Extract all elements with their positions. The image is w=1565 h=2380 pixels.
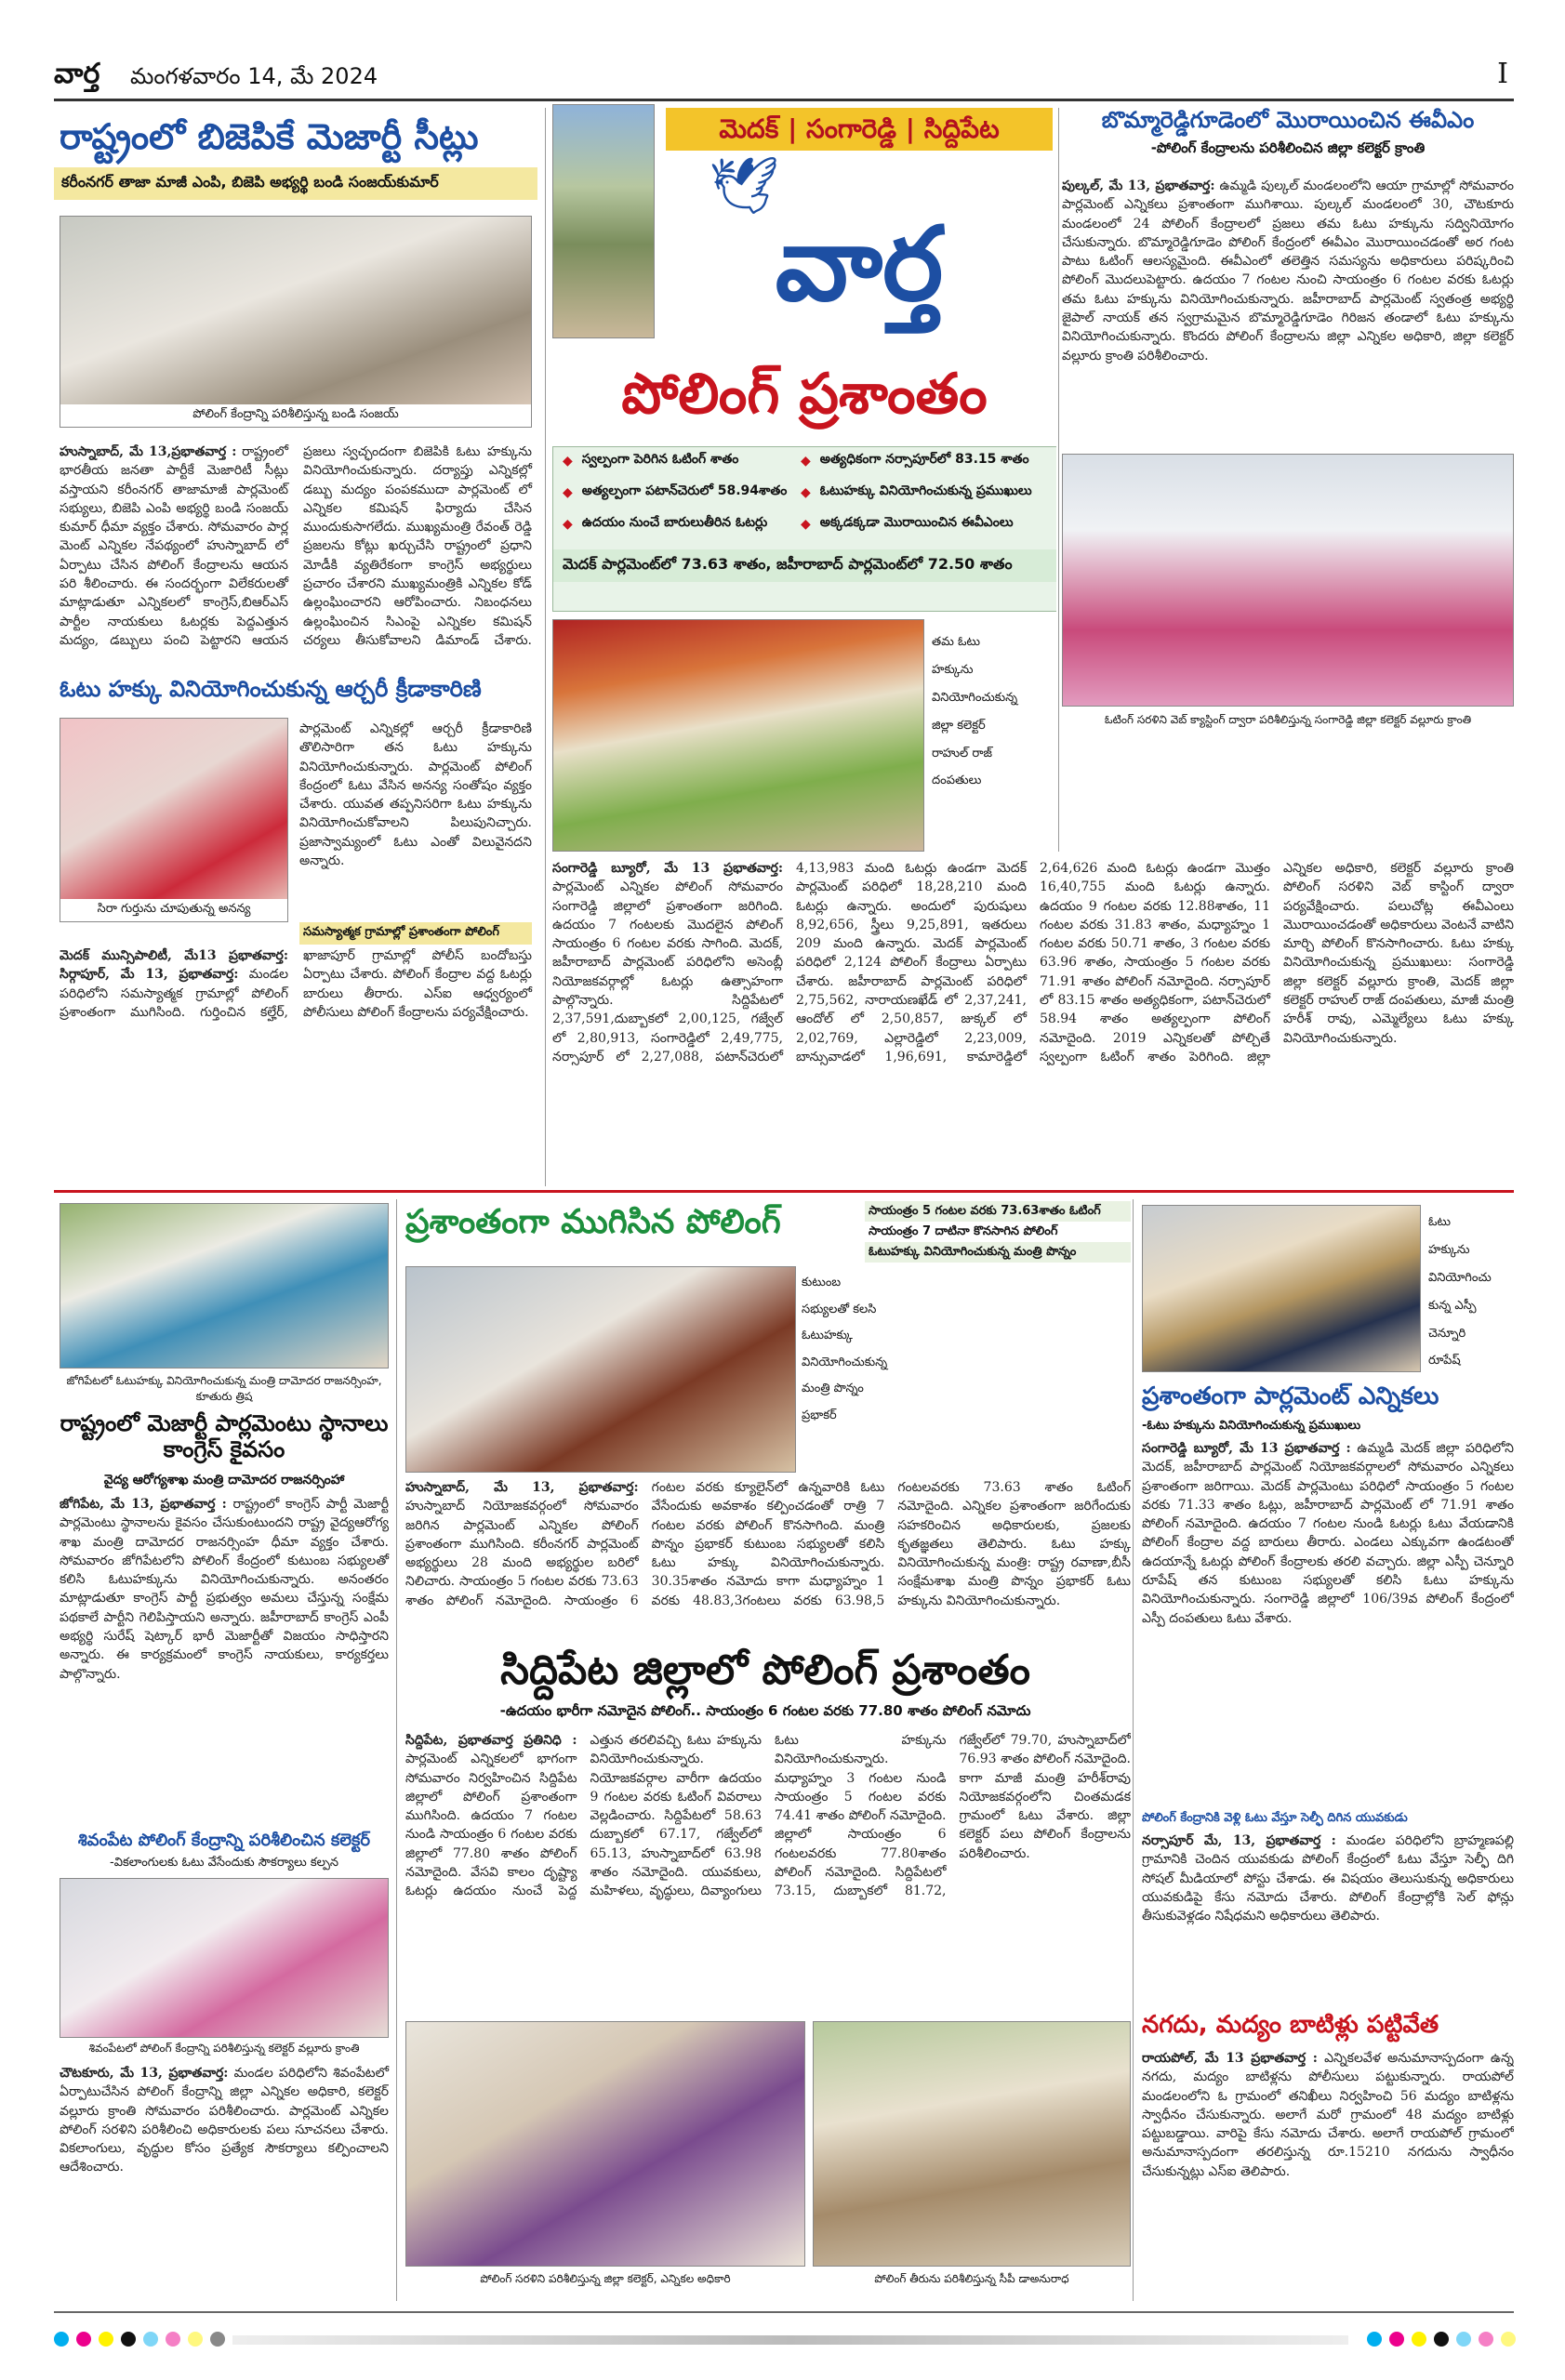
story-parliament-body — [1142, 1439, 1514, 1802]
story-prashantanga-photo — [405, 1266, 796, 1473]
story-parliament-sub-body — [1142, 1831, 1514, 2003]
story-prashantanga-text: హుస్నాబాద్ నియోజకవర్గంలో సోమవారం జరిగిన పార్లమెంట్ ఎన్నికల పోలింగ్ ప్రశాంతంగా ముగిసింది. కరీంనగర్ పార్లమెంట్ అభ్యర్థులు 28 మంది అభ్యర్థుల బరిలో నిలిచారు. సాయంత్రం 5 గంటల వరకు 73.63 శాతం పోలింగ్ నమోదైంది. సాయంత్రం 6 గంటల వరకు క్యూలైన్‌లో ఉన్నవారికి ఓటు వేసేందుకు అవకాశం కల్పించడంతో రాత్రి 7 గంటల వరకు పోలింగ్ కొనసాగింది. మంత్రి పొన్నం ప్రభాకర్ కుటుంబ సభ్యులతో కలిసి ఓటు హక్కు వినియోగించుకున్నారు. 30.35శాతం నమోదు కాగా మధ్యాహ్నం 1 వరకు 48.83,3గంటలు వరకు 63.98,5 గంటలవరకు 73.63 శాతం ఓటింగ్ నమోదైంది. ఎన్నికల ప్రశాంతంగా జరిగేందుకు సహకరించిన అధికారులకు, ప్రజలకు కృతజ్ఞతలు తెలిపారు. ఓటు హక్కు వినియోగించుకున్న మంత్రి: రాష్ట్ర రవాణా,బీసీ సంక్షేమశాఖ మంత్రి పొన్నం ప్రభాకర్ ఓటు హక్కును వినియోగించుకున్నారు. — [405, 1480, 1131, 1608]
story-archery-sub-text: మండల పరిధిలోని సమస్యాత్మక గ్రామాల్లో పోలింగ్ ప్రశాంతంగా ముగిసింది. గుర్తించిన కల్హేర్, ఖాజాపూర్ గ్రామాల్లో పోలీస్ బందోబస్తు ఏర్పాటు చేశారు. పోలింగ్ కేంద్రాల వద్ద ఓటర్లు బారులు తీరారు. ఎస్ఐ ఆధ్వర్యంలో పోలీసులు పోలింగ్ కేంద్రాలను పర్యవేక్షించారు. — [60, 948, 532, 1020]
story-cash-body — [1142, 2049, 1514, 2300]
color-dot-icon — [1389, 2332, 1404, 2347]
masthead-date: మంగళవారం 14, మే 2024 — [130, 63, 378, 89]
story-majority-body — [60, 1495, 389, 1820]
edition-box — [552, 104, 1056, 346]
story-poling-side-caption: తమ ఓటు హక్కును వినియోగించుకున్న జిల్లా కలెక్టర్ రాహుల్ రాజ్ దంపతులు — [932, 635, 1018, 788]
story-prashantanga — [400, 1197, 1131, 1636]
story-parliament-dateline: సంగారెడ్డి బ్యూరో, మే 13 ప్రభాతవార్త : — [1142, 1441, 1351, 1456]
story-majority-sub-dateline: చౌటకూరు, మే 13, ప్రభాతవార్త: — [60, 2066, 229, 2081]
story-poling-dateline: సంగారెడ్డి బ్యూరో, మే 13 ప్రభాతవార్త: — [552, 861, 783, 876]
column-rule — [545, 108, 546, 1186]
diamond-icon: ◆ — [801, 484, 811, 500]
story-parliament-subhead: -ఓటు హక్కును వినియోగించుకున్న ప్రముఖులు — [1142, 1419, 1361, 1433]
story-parliament-sub-dateline: నర్సాపూర్ మే, 13, ప్రభాతవార్త : — [1142, 1833, 1336, 1848]
dove-icon: 🕊 — [709, 153, 780, 218]
color-registration-bar-left — [54, 2332, 225, 2347]
story-archery-photo — [60, 718, 288, 922]
story-majority-dateline: జోగిపేట, మే 13, ప్రభాతవార్త : — [60, 1497, 227, 1512]
story-majority-sub-subhead: -వికలాంగులకు ఓటు వేసేందుకు సౌకర్యాలు కల్పన — [110, 1856, 338, 1870]
color-dot-icon — [99, 2332, 113, 2347]
story-prashantanga-dateline: హుస్నాబాద్, మే 13, ప్రభాతవార్త: — [405, 1480, 639, 1495]
story-poling-bullet: ◆ అత్యల్పంగా పటాన్‌చెరులో 58.94శాతం — [563, 483, 788, 500]
story-poling-body — [552, 859, 1514, 1184]
column-rule — [1058, 108, 1059, 852]
story-bommareddi-dateline: పుల్కల్, మే 13, ప్రభాతవార్త: — [1062, 178, 1215, 193]
diamond-icon: ◆ — [563, 484, 573, 500]
story-prashantanga-kickers — [865, 1201, 1131, 1263]
story-siddipet-text: పార్లమెంట్ ఎన్నికలలో భాగంగా సోమవారం నిర్వహించిన సిద్దిపేట జిల్లాలో పోలింగ్ ప్రశాంతంగా ముగిసింది. ఉదయం 7 గంటల నుండి సాయంత్రం 6 గంటల వరకు జిల్లాలో 77.80 శాతం పోలింగ్ నమోదైంది. వేసవి కాలం దృష్ట్యా ఓటర్లు ఉదయం నుంచే పెద్ద ఎత్తున తరలివచ్చి ఓటు హక్కును వినియోగించుకున్నారు. నియోజకవర్గాల వారీగా ఉదయం 9 గంటల వరకు ఓటింగ్ వివరాలు వెల్లడించారు. సిద్దిపేటలో 58.63 దుబ్బాకలో 67.17, గజ్వేల్‌లో 65.13, హుస్నాబాద్‌లో 63.98 శాతం నమోదైంది. యువకులు, మహిళలు, వృద్ధులు, దివ్యాంగులు ఓటు హక్కును వినియోగించుకున్నారు. మధ్యాహ్నం 3 గంటల నుండి సాయంత్రం 5 గంటల వరకు 74.41 శాతం పోలింగ్ నమోదైంది. జిల్లాలో సాయంత్రం 6 గంటలవరకు 77.80శాతం పోలింగ్ నమోదైంది. సిద్దిపేటలో 73.15, దుబ్బాకలో 81.72, గజ్వేల్‌లో 79.70, హుస్నాబాద్‌లో 76.93 శాతం పోలింగ్ నమోదైంది. కాగా మాజీ మంత్రి హరీశ్‌రావు నియోజకవర్గంలోని చింతమడక గ్రామంలో ఓటు వేశారు. జిల్లా కలెక్టర్ పలు పోలింగ్ కేంద్రాలను పరిశీలించారు. — [405, 1733, 1131, 1899]
diamond-icon: ◆ — [563, 453, 573, 469]
story-poling-bullet: ◆ ఉదయం నుంచే బారులుతీరిన ఓటర్లు — [563, 515, 768, 532]
story-archery — [54, 671, 537, 1183]
story-poling-bullet: ◆ స్వల్పంగా పెరిగిన ఓటింగ్ శాతం — [563, 452, 739, 469]
story-prashantanga-headline: ప్రశాంతంగా ముగిసిన పోలింగ్ — [405, 1203, 781, 1241]
masthead-paper-name: వార్త — [54, 58, 100, 90]
story-bjp-subhead: కరీంనగర్ తాజా మాజీ ఎంపి, బిజెపి అభ్యర్థి బండి సంజయ్‌కుమార్ — [54, 167, 537, 200]
story-bommareddi — [1062, 104, 1514, 855]
story-majority-headline: రాష్ట్రంలో మెజార్టీ పార్లమెంటు స్థానాలు కాంగ్రెస్ కైవసం — [60, 1410, 389, 1462]
story-archery-sub-dateline: సిర్గాపూర్, మే 13, ప్రభాతవార్త: — [60, 967, 239, 983]
story-majority-text: రాష్ట్రంలో కాంగ్రెస్ పార్టీ మెజార్టీ పార్లమెంటు స్థానాలను కైవసం చేసుకుంటుందని రాష్ట్ర వైద్యఆరోగ్య శాఖ మంత్రి దామోదర రాజనర్సింహ ధీమా వ్యక్తం చేశారు. సోమవారం జోగిపేటలోని పోలింగ్ కేంద్రంలో కుటుంబ సభ్యులతో కలిసి ఓటుహక్కును వినియోగించుకున్నారు. అనంతరం మాట్లాడుతూ కాంగ్రెస్ పార్టీ ప్రభుత్వం అమలు చేస్తున్న సంక్షేమ పథకాలే పార్టీని గెలిపిస్తాయని అన్నారు. జహీరాబాద్ కాంగ్రెస్ ఎంపీ అభ్యర్థి సురేష్ షెట్కార్ భారీ మెజార్టీతో విజయం సాధిస్తారని అన్నారు. ఈ కార్యక్రమంలో కాంగ్రెస్ నాయకులు, కార్యకర్తలు పాల్గొన్నారు. — [60, 1497, 390, 1682]
diamond-icon: ◆ — [801, 453, 811, 469]
color-dot-icon — [188, 2332, 203, 2347]
story-archery-photo-caption: సిరా గుర్తును చూపుతున్న అనన్య — [60, 899, 287, 921]
masthead-rule — [54, 99, 1514, 101]
color-dot-icon — [1456, 2332, 1471, 2347]
story-majority-sub-text: మండల పరిధిలోని శివంపేటలో ఏర్పాటుచేసిన పోలింగ్ కేంద్రాన్ని జిల్లా ఎన్నికల అధికారి, కలెక్టర్ వల్లూరు క్రాంతి సోమవారం పరిశీలించారు. పార్లమెంట్ ఎన్నికల పోలింగ్ సరళిని పరిశీలించి అధికారులకు పలు సూచనలు చేశారు. వికలాంగులు, వృద్ధుల కోసం ప్రత్యేక సౌకర్యాలు కల్పించాలని ఆదేశించారు. — [60, 2066, 390, 2175]
story-cash-dateline: రాయపోల్, మే 13 ప్రభాతవార్త : — [1142, 2051, 1318, 2066]
registration-gray-bar — [232, 2335, 1348, 2345]
story-bommareddi-photo-caption: ఓటింగ్ సరళిని వెబ్ క్యాస్టింగ్ ద్వారా పరిశీలిస్తున్న సంగారెడ్డి జిల్లా కలెక్టర్ వల్లూరు క్రాంతి — [1062, 710, 1514, 732]
story-poling-bullet: ◆ అత్యధికంగా నర్సాపూర్‌లో 83.15 శాతం — [801, 452, 1029, 469]
story-archery-body-right — [299, 720, 532, 917]
story-bjp-dateline: హుస్నాబాద్, మే 13,ప్రభాతవార్త : — [60, 444, 237, 459]
story-cash — [1136, 2004, 1514, 2304]
story-poling-text: పార్లమెంట్ ఎన్నికల పోలింగ్ సోమవారం సంగారెడ్డి జిల్లాలో ప్రశాంతంగా జరిగింది. ఉదయం 7 గంటలకు మొదలైన పోలింగ్ సాయంత్రం 6 గంటల వరకు సాగింది. మెదక్, జహీరాబాద్ పార్లమెంట్ పరిధిలోని అసెంబ్లీ నియోజకవర్గాల్లో ఓటర్లు ఉత్సాహంగా పాల్గొన్నారు. సిద్దిపేటలో 2,37,591,దుబ్బాకలో 2,00,125, గజ్వేల్ లో 2,80,913, సంగారెడ్డిలో 2,49,775, నర్సాపూర్ లో 2,27,088, పటాన్‌చెరులో 4,13,983 మంది ఓటర్లు ఉండగా మెదక్ పార్లమెంట్ పరిధిలో 18,28,210 మంది ఓటర్లు ఉన్నారు. అందులో పురుషులు 8,92,656, స్త్రీలు 9,25,891, ఇతరులు 209 మంది ఉన్నారు. మెదక్ పార్లమెంట్ పరిధిలో 2,124 పోలింగ్ కేంద్రాలు ఏర్పాటు చేశారు. జహీరాబాద్ పార్లమెంట్ పరిధిలో 2,75,562, నారాయణఖేడ్ లో 2,37,241, ఆందోల్ లో 2,50,857, జుక్కల్ లో 2,02,769, ఎల్లారెడ్డిలో 2,23,009, బాన్సువాడలో 1,96,691, కామారెడ్డిలో 2,64,626 మంది ఓటర్లు ఉండగా మొత్తం 16,40,755 మంది ఓటర్లు ఉన్నారు. ఉదయం 9 గంటల వరకు 12.88శాతం, 11 గంటల వరకు 31.83 శాతం, మధ్యాహ్నం 1 గంటల వరకు 50.71 శాతం, 3 గంటల వరకు 63.96 శాతం, సాయంత్రం 5 గంటల వరకు 71.91 శాతం పోలింగ్ నమోదైంది. నర్సాపూర్ లో 83.15 శాతం అత్యధికంగా, పటాన్‌చెరులో 58.94 శాతం అత్యల్పంగా పోలింగ్ నమోదైంది. 2019 ఎన్నికలతో పోల్చితే స్వల్పంగా ఓటింగ్ శాతం పెరిగింది. జిల్లా ఎన్నికల అధికారి, కలెక్టర్ వల్లూరు క్రాంతి పోలింగ్ సరళిని వెబ్ కాస్టింగ్ ద్వారా పర్యవేక్షించారు. పలుచోట్ల ఈవీఎంలు మొరాయించడంతో అధికారులు వెంటనే వాటిని మార్చి పోలింగ్ కొనసాగించారు. ఓటు హక్కు వినియోగించుకున్న ప్రముఖులు: సంగారెడ్డి జిల్లా కలెక్టర్ వల్లూరు క్రాంతి, మెదక్ జిల్లా కలెక్టర్ రాహుల్ రాజ్ దంపతులు, మాజీ మంత్రి హరీశ్ రావు, ఎమ్మెల్యేలు ఓటు హక్కు వినియోగించుకున్నారు. — [552, 861, 1514, 1064]
story-prashantanga-kicker: సాయంత్రం 5 గంటల వరకు 73.63శాతం ఓటింగ్ — [865, 1201, 1131, 1222]
story-bommareddi-photo — [1062, 454, 1514, 707]
color-dot-icon — [121, 2332, 136, 2347]
story-bommareddi-subhead: -పోలింగ్ కేంద్రాలను పరిశీలించిన జిల్లా కలెక్టర్ క్రాంతి — [1150, 139, 1426, 156]
story-bjp-photo-caption: పోలింగ్ కేంద్రాన్ని పరిశీలిస్తున్న బండి సంజయ్ — [60, 404, 531, 427]
story-majority-subhead: వైద్య ఆరోగ్యశాఖ మంత్రి దామోదర రాజనర్సింహా — [103, 1473, 345, 1488]
story-siddipet — [400, 1642, 1131, 2304]
page-number: I — [1497, 58, 1508, 90]
story-majority — [54, 1197, 394, 2304]
story-majority-photo2-caption: శివంపేటలో పోలింగ్ కేంద్రాన్ని పరిశీలిస్తున్న కలెక్టర్ వల్లూరు క్రాంతి — [60, 2042, 389, 2057]
edition-collage — [552, 104, 655, 338]
column-rule — [396, 1199, 397, 2301]
story-majority-sub-headline: శివంపేట పోలింగ్ కేంద్రాన్ని పరిశీలించిన కలెక్టర్ — [77, 1831, 371, 1850]
edition-logo — [666, 153, 1053, 338]
story-parliament-text: ఉమ్మడి మెదక్ జిల్లా పరిధిలోని మెదక్, జహీరాబాద్ పార్లమెంట్ నియోజకవర్గాలలో సోమవారం ఎన్నికలు ప్రశాంతంగా జరిగాయి. మెదక్ పార్లమెంటు పరిధిలో సాయంత్రం 5 గంటల వరకు 71.33 శాతం ఓట్లు, జహీరాబాద్ పార్లమెంట్ లో 71.91 శాతం పోలింగ్ నమోదైంది. ఉదయం 7 గంటల నుండి ఓటర్లు ఓటు వేయడానికి పోలింగ్ కేంద్రాల వద్ద బారులు తీరారు. ఎండలు ఎక్కువగా ఉండటంతో ఉదయాన్నే ఓటర్లు పోలింగ్ కేంద్రాలకు తరలి వచ్చారు. జిల్లా ఎస్పీ చెన్నూరి రూపేష్ తన కుటుంబ సభ్యులతో కలిసి ఓటు హక్కును వినియోగించుకున్నారు. సంగారెడ్డి జిల్లాలో 106/39వ పోలింగ్ కేంద్రంలో ఎస్పీ దంపతులు ఓటు వేశారు. — [1142, 1441, 1514, 1626]
diamond-icon: ◆ — [801, 516, 811, 532]
story-archery-body — [60, 946, 532, 1179]
story-parliament-sub-text: మండల పరిధిలోని బ్రాహ్మణపల్లి గ్రామానికి చెందిన యువకుడు పోలింగ్ కేంద్రంలో ఓటు వేస్తూ సెల్ఫీ దిగి సోషల్ మీడియాలో పోస్టు చేశాడు. ఈ విషయం తెలుసుకున్న అధికారులు యువకుడిపై కేసు నమోదు చేశారు. పోలింగ్ కేంద్రాల్లోకి సెల్ ఫోన్లు తీసుకువెళ్లడం నిషేధమని అధికారులు తెలిపారు. — [1142, 1833, 1514, 1924]
story-siddipet-photo2-caption: పోలింగ్ తీరును పరిశీలిస్తున్న సీపీ డాఅనురాధ — [813, 2272, 1131, 2288]
story-poling-bullet: ◆ అక్కడక్కడా మొరాయించిన ఈవీఎంలు — [801, 515, 1014, 532]
color-dot-icon — [210, 2332, 225, 2347]
story-archery-dateline: మెదక్ మున్సిపాలిటీ, మే13 ప్రభాతవార్త: — [60, 948, 288, 963]
color-dot-icon — [1479, 2332, 1493, 2347]
story-cash-headline: నగదు, మద్యం బాటిళ్లు పట్టివేత — [1142, 2011, 1439, 2039]
story-siddipet-photo1 — [405, 2021, 805, 2267]
story-parliament-headline: ప్రశాంతంగా పార్లమెంట్ ఎన్నికలు — [1142, 1382, 1439, 1410]
story-bjp-headline: రాష్ట్రంలో బిజెపికే మెజార్టీ సీట్లు — [60, 116, 479, 157]
story-parliament-sub-headline: పోలింగ్ కేంద్రానికి వెళ్లి ఓటు వేస్తూ సెల్ఫీ దిగిన యువకుడు — [1142, 1811, 1408, 1825]
story-archery-text: పార్లమెంట్ ఎన్నికల్లో ఆర్చరీ క్రీడాకారిణి తొలిసారిగా తన ఓటు హక్కును వినియోగించుకున్నారు. పార్లమెంట్ పోలింగ్ కేంద్రంలో ఓటు వేసిన అనన్య సంతోషం వ్యక్తం చేశారు. యువత తప్పనిసరిగా ఓటు హక్కును వినియోగించుకోవాలని పిలుపునిచ్చారు. ప్రజాస్వామ్యంలో ఓటు ఎంతో విలువైనదని అన్నారు. — [299, 721, 532, 869]
story-bjp — [54, 108, 537, 666]
bottom-rule — [54, 2311, 1514, 2313]
story-prashantanga-side-caption: కుటుంబ సభ్యులతో కలసి ఓటుహక్కు వినియోగించుకున్న మంత్రి పొన్నం ప్రభాకర్ — [802, 1276, 888, 1422]
column-rule — [1133, 1199, 1134, 2301]
story-siddipet-headline: సిద్దిపేట జిల్లాలో పోలింగ్ ప్రశాంతం — [500, 1646, 1030, 1694]
story-siddipet-photo1-caption: పోలింగ్ సరళిని పరిశీలిస్తున్న జిల్లా కలెక్టర్, ఎన్నికల అధికారి — [405, 2272, 805, 2288]
story-bjp-photo — [60, 216, 532, 428]
story-archery-headline: ఓటు హక్కు వినియోగించుకున్న ఆర్చరీ క్రీడాకారిణి — [60, 676, 482, 702]
diamond-icon: ◆ — [563, 516, 573, 532]
story-parliament-side-caption: ఓటు హక్కును వినియోగించు కున్న ఎస్పీ చెన్నూరి రూపేష్ — [1428, 1215, 1492, 1368]
story-bjp-text: రాష్ట్రంలో భారతీయ జనతా పార్టీకే మెజారిటీ సీట్లు వస్తాయని కరీంనగర్ తాజామాజీ పార్లమెంట్ సభ్యులు, బిజెపి ఎంపి అభ్యర్థి బండి సంజయ్ కుమార్ ధీమా వ్యక్తం చేశారు. సోమవారం పార్ల మెంట్ ఎన్నికల నేపథ్యంలో హుస్నాబాద్ లో ఏర్పాటు చేసిన పోలింగ్ కేంద్రాలను ఆయన పరి శీలించారు. ఈ సందర్భంగా విలేకరులతో మాట్లాడుతూ ఎన్నికలలో కాంగ్రెస్,బిఆర్ఎస్ పార్టీల నాయకులు ఓటర్లకు పెద్దఎత్తున మద్యం, డబ్బులు పంచి పెట్టారని ఆయన ప్రజలు స్వచ్ఛందంగా బిజెపికి ఓటు హక్కును వినియోగించుకున్నారు. దర్యాప్తు ఎన్నికల్లో డబ్బు మద్యం పంపకముదా పార్లమెంట్ లో ఎన్నికల కమిషన్ ఫిర్యాదు చేసిన ముందుకుసాగలేదు. ముఖ్యమంత్రి రేవంత్ రెడ్డి ప్రజలను కోట్లు ఖర్చుచేసి రాష్ట్రంలో ప్రధాని మోడీకి వ్యతిరేకంగా కాంగ్రెస్ అభ్యర్థులు ప్రచారం చేశారని ముఖ్యమంత్రికి ఎన్నికల కోడ్ ఉల్లంఘించారని ఆరోపించారు. నిబంధనలు ఉల్లంఘించిన సిఎంపై ఎన్నికల కమిషన్ చర్యలు తీసుకోవాలని డిమాండ్ చేశారు. — [60, 444, 532, 648]
story-bommareddi-body — [1062, 177, 1514, 446]
story-majority-photo2 — [60, 1878, 389, 2038]
story-siddipet-subhead: -ఉదయం భారీగా నమోదైన పోలింగ్.. సాయంత్రం 6 గంటల వరకు 77.80 శాతం పోలింగ్ నమోదు — [499, 1701, 1031, 1719]
story-poling-bullet: ◆ ఓటుహక్కు వినియోగించుకున్న ప్రముఖులు — [801, 483, 1032, 500]
story-prashantanga-body — [405, 1478, 1131, 1636]
story-poling-bullet-wide: మెదక్ పార్లమెంట్‌లో 73.63 శాతం, జహీరాబాద్ పార్లమెంట్‌లో 72.50 శాతం — [553, 549, 1056, 582]
story-bommareddi-text: ఉమ్మడి పుల్కల్ మండలంలోని ఆయా గ్రామాల్లో సోమవారం పార్లమెంట్ ఎన్నికలు ప్రశాంతంగా ముగిశాయి. పుల్కల్ మండలంలో 30, చౌటకూరు మండలంలో 24 పోలింగ్ కేంద్రాలలో ప్రజలు తమ ఓటు హక్కును సద్వినియోగం చేసుకున్నారు. బొమ్మారెడ్డిగూడెం పోలింగ్ కేంద్రంలో ఈవీఎం మొరాయించడంతో అర గంట పాటు ఓటింగ్ ఆలస్యమైంది. ఈవీఎంలో తలెత్తిన సమస్యను అధికారులు పరిష్కరించి పోలింగ్ మొదలుపెట్టారు. ఉదయం 7 గంటల నుంచి సాయంత్రం 6 గంటల వరకు ఓటర్లు తమ ఓటు హక్కును వినియోగించుకున్నారు. జహీరాబాద్ పార్లమెంట్ స్వతంత్ర అభ్యర్థి జైపాల్ నాయక్ తన స్వగ్రామమైన బొమ్మారెడ్డిగూడెం గిరిజన తండాలో ఓటు హక్కును వినియోగించుకున్నారు. కొందరు పోలింగ్ కేంద్రాలను జిల్లా ఎన్నికల అధికారి, జిల్లా కలెక్టర్ వల్లూరు క్రాంతి పరిశీలించారు. — [1062, 178, 1514, 364]
story-prashantanga-kicker: సాయంత్రం 7 దాటినా కొనసాగిన పోలింగ్ — [869, 1224, 1058, 1239]
story-parliament-photo — [1142, 1205, 1421, 1372]
color-dot-icon — [54, 2332, 69, 2347]
color-dot-icon — [143, 2332, 158, 2347]
color-registration-bar-right — [1367, 2332, 1516, 2347]
story-siddipet-body — [405, 1731, 1131, 2012]
color-dot-icon — [1412, 2332, 1426, 2347]
color-dot-icon — [1367, 2332, 1382, 2347]
section-divider — [54, 1190, 1514, 1193]
story-poling-photo — [552, 619, 924, 852]
story-siddipet-photo2 — [813, 2021, 1131, 2267]
story-bommareddi-headline: బొమ్మారెడ్డిగూడెంలో మొరాయించిన ఈవీఎం — [1101, 107, 1475, 133]
story-prashantanga-kicker: ఓటుహక్కు వినియోగించుకున్న మంత్రి పొన్నం — [865, 1242, 1131, 1263]
story-siddipet-dateline: సిద్దిపేట, ప్రభాతవార్త ప్రతినిధి : — [405, 1733, 577, 1748]
color-dot-icon — [1501, 2332, 1516, 2347]
story-bjp-body — [60, 443, 532, 662]
story-poling-headline: పోలింగ్ ప్రశాంతం — [621, 362, 988, 427]
story-archery-sub-headline: సమస్యాత్మక గ్రామాల్లో ప్రశాంతంగా పోలింగ్ — [299, 922, 532, 945]
story-poling-bullets — [552, 446, 1056, 612]
color-dot-icon — [1434, 2332, 1449, 2347]
edition-logo-text: వార్త — [775, 205, 944, 324]
story-majority-photo1 — [60, 1203, 389, 1368]
edition-districts: మెదక్ | సంగారెడ్డి | సిద్దిపేట — [666, 108, 1053, 151]
story-majority-photo1-caption: జోగిపేటలో ఓటుహక్కు వినియోగించుకున్న మంత్రి దామోదర రాజనర్సింహ, కూతురు త్రిష — [60, 1374, 389, 1406]
color-dot-icon — [166, 2332, 180, 2347]
masthead — [54, 54, 1514, 100]
story-majority-sub-body — [60, 2064, 389, 2300]
color-dot-icon — [76, 2332, 91, 2347]
story-cash-text: ఎన్నికలవేళ అనుమానాస్పదంగా ఉన్న నగదు, మద్యం బాటిళ్లను పోలీసులు పట్టుకున్నారు. రాయపోల్ మండలంలోని ఓ గ్రామంలో తనిఖీలు నిర్వహించి 56 మద్యం బాటిళ్లను స్వాధీనం చేసుకున్నారు. అలాగే మరో గ్రామంలో 48 మద్యం బాటిళ్లు పట్టుబడ్డాయి. వారిపై కేసు నమోదు చేశారు. అలాగే రాయపోల్ గ్రామంలో అనుమానాస్పదంగా తరలిస్తున్న రూ.15210 నగదును స్వాధీనం చేసుకున్నట్లు ఎస్ఐ తెలిపారు. — [1142, 2051, 1514, 2179]
